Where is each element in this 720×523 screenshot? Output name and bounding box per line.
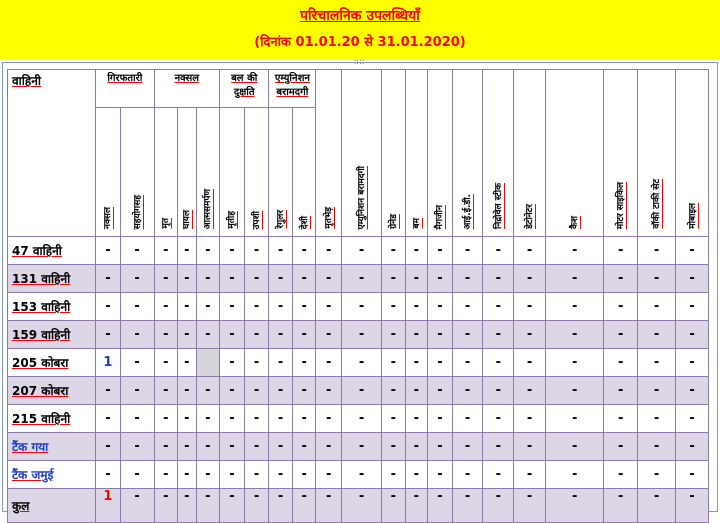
- table-cell: -: [292, 237, 316, 265]
- table-cell: -: [178, 489, 196, 523]
- table-cell: -: [676, 321, 709, 349]
- table-cell: -: [483, 265, 514, 293]
- table-cell: -: [545, 433, 603, 461]
- table-cell: -: [452, 377, 483, 405]
- table-cell: -: [545, 265, 603, 293]
- table-cell: -: [514, 489, 546, 523]
- table-row: [8, 433, 709, 461]
- table-cell: -: [676, 237, 709, 265]
- table-cell: -: [638, 377, 676, 405]
- table-cell: -: [638, 461, 676, 489]
- table-cell: -: [244, 237, 269, 265]
- table-row: [8, 321, 709, 349]
- resize-handle-icon[interactable]: ::::: [353, 57, 365, 66]
- table-cell: -: [244, 377, 269, 405]
- column-header: रेगुलर: [269, 108, 293, 237]
- table-cell: -: [604, 237, 638, 265]
- table-cell: -: [220, 405, 245, 433]
- table-cell: -: [382, 237, 406, 265]
- table-cell: -: [452, 461, 483, 489]
- table-cell: -: [178, 321, 196, 349]
- table-cell: -: [604, 405, 638, 433]
- table-cell: -: [196, 377, 220, 405]
- table-cell: -: [638, 293, 676, 321]
- table-cell: -: [514, 461, 546, 489]
- table-cell: 1: [96, 489, 121, 523]
- table-row: [8, 489, 709, 523]
- table-cell: -: [638, 265, 676, 293]
- table-cell: -: [244, 321, 269, 349]
- table-cell: -: [196, 405, 220, 433]
- table-cell: -: [545, 321, 603, 349]
- table-cell: -: [96, 461, 121, 489]
- column-header: मोटर साइकिल: [604, 70, 638, 237]
- row-label: 207 कोबरा: [8, 377, 96, 405]
- table-cell: -: [96, 433, 121, 461]
- table-cell: -: [405, 293, 428, 321]
- table-cell: -: [316, 321, 342, 349]
- title-banner: [0, 0, 720, 60]
- row-label: 47 वाहिनी: [8, 237, 96, 265]
- table-cell: -: [382, 349, 406, 377]
- table-cell: -: [342, 321, 382, 349]
- table-cell: -: [96, 321, 121, 349]
- table-cell: -: [545, 405, 603, 433]
- table-cell: -: [452, 433, 483, 461]
- table-frame: [2, 57, 718, 513]
- row-label: टैंक जमुई: [8, 461, 96, 489]
- table-cell: -: [428, 293, 453, 321]
- table-cell: -: [178, 293, 196, 321]
- table-cell: -: [452, 405, 483, 433]
- table-cell: -: [220, 489, 245, 523]
- table-cell: -: [292, 321, 316, 349]
- table-cell: -: [514, 293, 546, 321]
- table-cell: -: [220, 321, 245, 349]
- table-cell: -: [244, 461, 269, 489]
- table-cell: -: [342, 461, 382, 489]
- table-cell: -: [220, 237, 245, 265]
- column-header: कैश: [545, 70, 603, 237]
- table-cell: -: [154, 433, 178, 461]
- table-cell: 1: [96, 349, 121, 377]
- table-cell: -: [120, 461, 154, 489]
- table-cell: -: [676, 461, 709, 489]
- table-cell: -: [292, 489, 316, 523]
- table-cell: -: [676, 405, 709, 433]
- column-header: आई.ई.डी.: [452, 70, 483, 237]
- table-cell: -: [452, 265, 483, 293]
- table-cell: -: [676, 489, 709, 523]
- table-cell: -: [244, 489, 269, 523]
- table-cell: -: [638, 237, 676, 265]
- table-cell: -: [316, 461, 342, 489]
- group-header-arrest: गिरफतारी: [96, 70, 154, 108]
- table-cell: -: [382, 265, 406, 293]
- table-cell: -: [483, 489, 514, 523]
- table-cell: -: [483, 237, 514, 265]
- table-cell: -: [405, 237, 428, 265]
- table-cell: -: [382, 489, 406, 523]
- table-cell: -: [483, 349, 514, 377]
- table-cell: -: [514, 265, 546, 293]
- table-cell: -: [545, 293, 603, 321]
- table-cell: -: [483, 377, 514, 405]
- table-cell: -: [405, 321, 428, 349]
- table-cell: -: [452, 237, 483, 265]
- table-cell: -: [96, 377, 121, 405]
- table-cell: -: [154, 321, 178, 349]
- table-row: [8, 377, 709, 405]
- table-row: [8, 461, 709, 489]
- table-cell: -: [638, 349, 676, 377]
- table-cell: -: [244, 349, 269, 377]
- table-cell: -: [120, 321, 154, 349]
- row-label: कुल: [8, 489, 96, 523]
- table-cell: -: [382, 293, 406, 321]
- table-cell: -: [178, 237, 196, 265]
- table-cell: -: [514, 237, 546, 265]
- table-cell: -: [220, 293, 245, 321]
- table-cell: -: [292, 377, 316, 405]
- table-cell: -: [220, 349, 245, 377]
- column-header: बम: [405, 70, 428, 237]
- table-cell: -: [316, 237, 342, 265]
- table-cell: -: [604, 489, 638, 523]
- table-cell: -: [292, 293, 316, 321]
- column-header: डेटोनेटर: [514, 70, 546, 237]
- table-cell: -: [154, 237, 178, 265]
- table-cell: -: [405, 405, 428, 433]
- table-cell: -: [154, 349, 178, 377]
- table-row: [8, 293, 709, 321]
- table-body: [8, 237, 709, 523]
- column-header: उपशी: [244, 108, 269, 237]
- table-cell: -: [514, 433, 546, 461]
- column-header: निद्रोवेल स्टीक: [483, 70, 514, 237]
- table-cell: -: [342, 349, 382, 377]
- table-cell: -: [676, 349, 709, 377]
- table-cell: -: [269, 377, 293, 405]
- table-cell: -: [292, 405, 316, 433]
- table-cell: -: [269, 489, 293, 523]
- table-cell: -: [154, 489, 178, 523]
- table-cell: -: [120, 349, 154, 377]
- column-header: एम्युनिशन बरामदगी: [342, 70, 382, 237]
- table-cell: -: [154, 405, 178, 433]
- table-cell: -: [405, 377, 428, 405]
- table-cell: -: [676, 433, 709, 461]
- column-header: मृतीह: [220, 108, 245, 237]
- table-cell: -: [405, 349, 428, 377]
- table-cell: -: [178, 349, 196, 377]
- table-cell: -: [428, 321, 453, 349]
- column-header: मृत: [154, 108, 178, 237]
- table-cell: -: [604, 265, 638, 293]
- column-header: मैगजीन: [428, 70, 453, 237]
- table-cell: -: [514, 321, 546, 349]
- table-cell: -: [382, 405, 406, 433]
- table-cell: -: [382, 433, 406, 461]
- row-label: 205 कोबरा: [8, 349, 96, 377]
- table-cell: -: [514, 377, 546, 405]
- table-cell: -: [342, 433, 382, 461]
- table-cell: -: [96, 237, 121, 265]
- table-cell: -: [428, 377, 453, 405]
- table-cell: -: [604, 349, 638, 377]
- table-cell: -: [483, 405, 514, 433]
- table-cell: -: [428, 461, 453, 489]
- table-cell: -: [120, 293, 154, 321]
- table-cell: -: [638, 405, 676, 433]
- table-cell: -: [638, 433, 676, 461]
- table-cell: -: [604, 433, 638, 461]
- table-cell: -: [269, 349, 293, 377]
- column-header: मृतभेड़: [316, 70, 342, 237]
- column-header: नक्सल: [96, 108, 121, 237]
- table-cell: -: [428, 237, 453, 265]
- table-cell: -: [604, 461, 638, 489]
- corner-header: वाहिनी: [8, 70, 96, 237]
- table-cell: -: [405, 265, 428, 293]
- table-cell: -: [483, 461, 514, 489]
- table-cell: -: [342, 489, 382, 523]
- column-header: ग्रेनेड: [382, 70, 406, 237]
- table-cell: -: [269, 321, 293, 349]
- row-label: 215 वाहिनी: [8, 405, 96, 433]
- table-cell: -: [154, 265, 178, 293]
- table-cell: -: [178, 433, 196, 461]
- row-label: 153 वाहिनी: [8, 293, 96, 321]
- table-cell: -: [269, 405, 293, 433]
- table-cell: -: [405, 489, 428, 523]
- table-cell: -: [342, 377, 382, 405]
- table-cell: -: [196, 489, 220, 523]
- table-row: [8, 237, 709, 265]
- row-label: 159 वाहिनी: [8, 321, 96, 349]
- table-cell: -: [269, 433, 293, 461]
- column-header: घायल: [178, 108, 196, 237]
- table-cell: -: [178, 377, 196, 405]
- table-cell: -: [316, 265, 342, 293]
- table-cell: -: [196, 433, 220, 461]
- table-cell: -: [514, 349, 546, 377]
- table-cell: -: [120, 377, 154, 405]
- table-cell: -: [220, 461, 245, 489]
- table-row: [8, 349, 709, 377]
- table-cell: -: [196, 237, 220, 265]
- table-row: [8, 265, 709, 293]
- table-cell: -: [483, 293, 514, 321]
- table-cell: -: [244, 293, 269, 321]
- table-cell: -: [545, 489, 603, 523]
- table-cell: -: [405, 433, 428, 461]
- table-cell: -: [452, 293, 483, 321]
- group-header-naxal: नक्सल: [154, 70, 220, 108]
- table-cell: -: [483, 321, 514, 349]
- table-cell: -: [545, 237, 603, 265]
- table-cell: -: [96, 265, 121, 293]
- table-cell: -: [316, 349, 342, 377]
- table-cell: -: [382, 461, 406, 489]
- table-cell: -: [120, 405, 154, 433]
- table-cell: -: [196, 321, 220, 349]
- table-cell: -: [196, 293, 220, 321]
- table-cell: -: [676, 377, 709, 405]
- group-header-force-loss: बल की दुक्षति: [220, 70, 269, 108]
- table-cell: -: [316, 433, 342, 461]
- table-cell: -: [244, 405, 269, 433]
- table-cell: -: [244, 265, 269, 293]
- table-cell: -: [292, 461, 316, 489]
- table-cell: -: [292, 349, 316, 377]
- table-cell: -: [120, 489, 154, 523]
- table-cell: -: [96, 405, 121, 433]
- table-cell: -: [244, 433, 269, 461]
- table-cell: -: [178, 405, 196, 433]
- table-cell: -: [545, 349, 603, 377]
- column-header: सहयोगसह: [120, 108, 154, 237]
- table-cell: -: [638, 321, 676, 349]
- table-cell: -: [196, 265, 220, 293]
- row-label: 131 वाहिनी: [8, 265, 96, 293]
- table-cell: -: [292, 265, 316, 293]
- table-cell: -: [452, 349, 483, 377]
- column-header: मोबाइल: [676, 70, 709, 237]
- table-cell: -: [428, 489, 453, 523]
- table-cell: -: [154, 377, 178, 405]
- table-cell: -: [316, 377, 342, 405]
- table-cell: -: [120, 265, 154, 293]
- table-cell: -: [269, 461, 293, 489]
- table-cell: -: [220, 433, 245, 461]
- table-cell: -: [154, 461, 178, 489]
- table-cell: -: [220, 265, 245, 293]
- table-cell: -: [342, 293, 382, 321]
- table-cell: -: [545, 377, 603, 405]
- table-cell: -: [514, 405, 546, 433]
- table-cell: [196, 349, 220, 377]
- table-cell: -: [452, 321, 483, 349]
- table-cell: -: [604, 377, 638, 405]
- column-header: वॉकी टाकी सेट: [638, 70, 676, 237]
- table-row: [8, 405, 709, 433]
- table-cell: -: [676, 293, 709, 321]
- table-cell: -: [269, 293, 293, 321]
- table-cell: -: [220, 377, 245, 405]
- table-cell: -: [96, 293, 121, 321]
- table-cell: -: [178, 461, 196, 489]
- table-cell: -: [196, 461, 220, 489]
- table-cell: -: [604, 321, 638, 349]
- table-cell: -: [342, 265, 382, 293]
- table-cell: -: [178, 265, 196, 293]
- table-cell: -: [342, 405, 382, 433]
- operations-table: [7, 69, 709, 523]
- table-cell: -: [120, 237, 154, 265]
- table-cell: -: [269, 265, 293, 293]
- table-cell: -: [428, 265, 453, 293]
- row-label: टैंक गया: [8, 433, 96, 461]
- table-cell: -: [154, 293, 178, 321]
- table-cell: -: [428, 349, 453, 377]
- table-cell: -: [428, 405, 453, 433]
- page-title: परिचालनिक उपलब्धियाँ: [300, 8, 420, 24]
- table-cell: -: [316, 293, 342, 321]
- column-header: देशी: [292, 108, 316, 237]
- table-cell: -: [342, 237, 382, 265]
- table-cell: -: [428, 433, 453, 461]
- table-cell: -: [545, 461, 603, 489]
- table-cell: -: [452, 489, 483, 523]
- date-range: (दिनांक 01.01.20 से 31.01.2020): [254, 35, 466, 50]
- table-cell: -: [676, 265, 709, 293]
- table-cell: -: [120, 433, 154, 461]
- column-header: आत्मसमर्पण: [196, 108, 220, 237]
- table-cell: -: [483, 433, 514, 461]
- table-cell: -: [292, 433, 316, 461]
- group-header-ammo: एम्युनिशन बरामदगी: [269, 70, 316, 108]
- table-cell: -: [316, 489, 342, 523]
- table-cell: -: [638, 489, 676, 523]
- table-cell: -: [382, 377, 406, 405]
- table-cell: -: [316, 405, 342, 433]
- table-cell: -: [405, 461, 428, 489]
- table-cell: -: [269, 237, 293, 265]
- table-cell: -: [382, 321, 406, 349]
- table-cell: -: [604, 293, 638, 321]
